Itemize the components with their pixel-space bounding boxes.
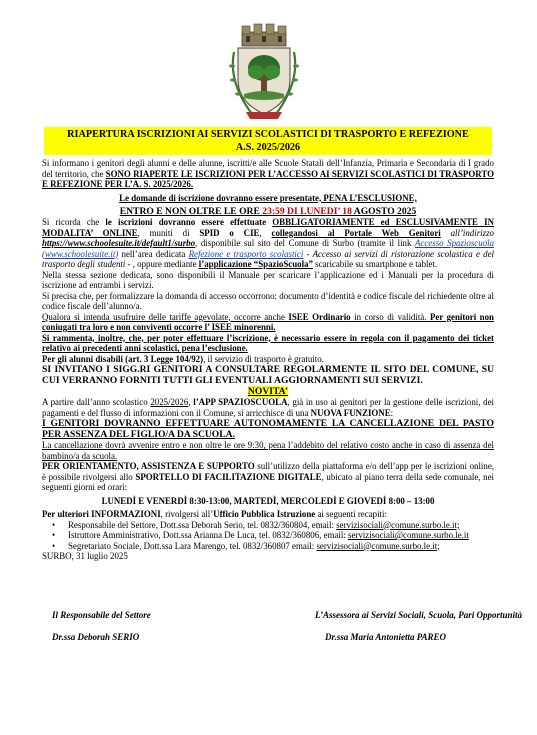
documenti-paragraph: Si precisa che, per formalizzare la domanda di accesso occorrono: documento d’identità e codice fiscale del richiedente oltre al codice fiscale dell’alunno/a. [42, 290, 494, 311]
email-link[interactable]: servizisociali@comune.surbo.le.it; [316, 540, 440, 551]
municipal-crest-icon [228, 22, 300, 122]
cancellazione-paragraph: La cancellazione dovrà avvenire entro e non oltre le ore 9:30, pena l’addebito del relativo costo anche in caso di assenza del bambino/a da scuola. [42, 440, 494, 461]
deadline-line-1: Le domande di iscrizione dovranno essere presentate, PENA L’ESCLUSIONE, [119, 192, 417, 203]
isee-paragraph: Qualora si intenda usufruire delle tariffe agevolate, occorre anche ISEE Ordinario in corso di validità. Per genitori non coniugati tra loro e non conviventi occorre l’ ISEE minorenni. [42, 311, 494, 332]
contact-item: • Segretariato Sociale, Dott.ssa Lara Marengo, tel. 0832/360807 email: servizisociali@comune.surbo.le.it; [58, 541, 494, 552]
rammenta-paragraph: Si rammenta, inoltre, che, per poter effettuare l’iscrizione, è necessario essere in regola con il pagamento dei ticket relativo ai precedenti anni scolastici, pena l’esclusione. [42, 332, 494, 353]
orientamento-paragraph: PER ORIENTAMENTO, ASSISTENZA E SUPPORTO sull’utilizzo della piattaforma e/o dell’app per le iscrizioni online, è possibile rivolgersi allo SPORTELLO DI FACILITAZIONE DIGITALE, ubicato al piano terra della sede comunale, nei seguenti giorni ed orari: [42, 461, 495, 492]
title-banner [44, 127, 492, 155]
signature-left-role: Il Responsabile del Settore [52, 610, 151, 620]
obbligo-paragraph: Si ricorda che le iscrizioni dovranno essere effettuate OBBLIGATORIAMENTE ed ESCLUSIVAMENTE IN MODALITA’ ONLINE, muniti di SPID o CIE, collegandosi al Portale Web Genitori all’indirizzo https://www.schoolesuite.it/default1/surbo, disponibile sul sito del Comune di Surbo (tramite il link Accesso Spazioscuola (www.schoolesuite.it) nell’area dedicata Refezione e trasporto scolastici - Accesso ai servizi di ristorazione scolastica e del trasporto degli studenti - , oppure mediante l’applicazione “SpazioScuola” scaricabile su smartphone e tablet. [42, 217, 494, 269]
signature-right-name: Dr.ssa Maria Antonietta PAREO [325, 632, 447, 642]
orari-line: LUNEDÌ E VENERDÌ 8:30-13:00, MARTEDÌ, MERCOLEDÌ E GIOVEDÌ 8:00 – 13:00 [101, 495, 435, 506]
refezione-link[interactable]: Refezione e trasporto scolastici [188, 248, 304, 259]
cancellazione-heading: I GENITORI DOVRANNO EFFETTUARE AUTONOMAMENTE LA CANCELLAZIONE DEL PASTO PER ASSENZA DEL FIGLIO/A DA SCUOLA. [42, 418, 494, 440]
email-link[interactable]: servizisociali@comune.surbo.le.it [348, 530, 469, 540]
signature-right [315, 604, 522, 648]
signature-left-name: Dr.ssa Deborah SERIO [52, 632, 140, 642]
disabili-paragraph: Per gli alunni disabili (art. 3 Legge 104/92), il servizio di trasporto è gratuito. [42, 353, 324, 364]
document-body [42, 158, 494, 562]
manuale-paragraph: Nella stessa sezione dedicata, sono disponibili il Manuale per scaricare l’applicazione ed i Manuali per la procedura di iscrizione ad entrambi i servizi. [42, 269, 494, 290]
banner-year: A.S. 2025/2026 [235, 142, 301, 153]
intro-paragraph: Si informano i genitori degli alunni e delle alunne, iscritti/e alle Scuole Statali dell’Infanzia, Primaria e Secondaria di I grado del territorio, che SONO RIAPERTE LE ISCRIZIONI PER L’ACCESSO AI SERVIZI SCOLASTICI DI TRASPORTO E REFEZIONE PER L’A. S. 2025/2026. [42, 158, 495, 189]
email-link[interactable]: servizisociali@comune.surbo.le.it; [336, 519, 460, 530]
deadline-line-2: ENTRO E NON OLTRE LE ORE 23:59 DI LUNEDI’ 18 AGOSTO 2025 [119, 206, 417, 217]
contact-item: • Responsabile del Settore, Dott.ssa Deborah Serio, tel. 0832/360804, email: servizisociali@comune.surbo.le.it; [58, 520, 494, 531]
spazioscuola-link[interactable]: Accesso Spazioscuola (www.schoolesuite.it) [42, 238, 494, 259]
portal-link[interactable]: https://www.schoolesuite.it/default1/surbo [42, 238, 196, 248]
signature-left [52, 604, 151, 648]
info-paragraph: Per ulteriori INFORMAZIONI, rivolgersi all’Ufficio Pubblica Istruzione ai seguenti recapiti: [42, 509, 387, 519]
date-place: SURBO, 31 luglio 2025 [42, 551, 128, 561]
signature-right-role: L’Assessora ai Servizi Sociali, Scuola, Pari Opportunità [315, 610, 523, 620]
banner-title: RIAPERTURA ISCRIZIONI AI SERVIZI SCOLASTICI DI TRASPORTO E REFEZIONE [67, 129, 469, 140]
novita-heading: NOVITA’ [247, 386, 289, 397]
contacts-list [42, 520, 494, 552]
invito-paragraph: SI INVITANO I SIGG.RI GENITORI A CONSULTARE REGOLARMENTE IL SITO DEL COMUNE, SU CUI VERRANNO FORNITI TUTTI GLI EVENTUALI AGGIORNAMENTI SUI SERVIZI. [42, 364, 494, 386]
contact-item: • Istruttore Amministrativo, Dott.ssa Arianna De Luca, tel. 0832/360806, email: servizisociali@comune.surbo.le.it [58, 530, 494, 541]
app-paragraph: A partire dall’anno scolastico 2025/2026, l’APP SPAZIOSCUOLA, già in uso ai genitori per la gestione delle iscrizioni, dei pagamenti e del flusso di informazioni con il Comune, si arricchisce di una NUOVA FUNZIONE: [42, 397, 495, 418]
